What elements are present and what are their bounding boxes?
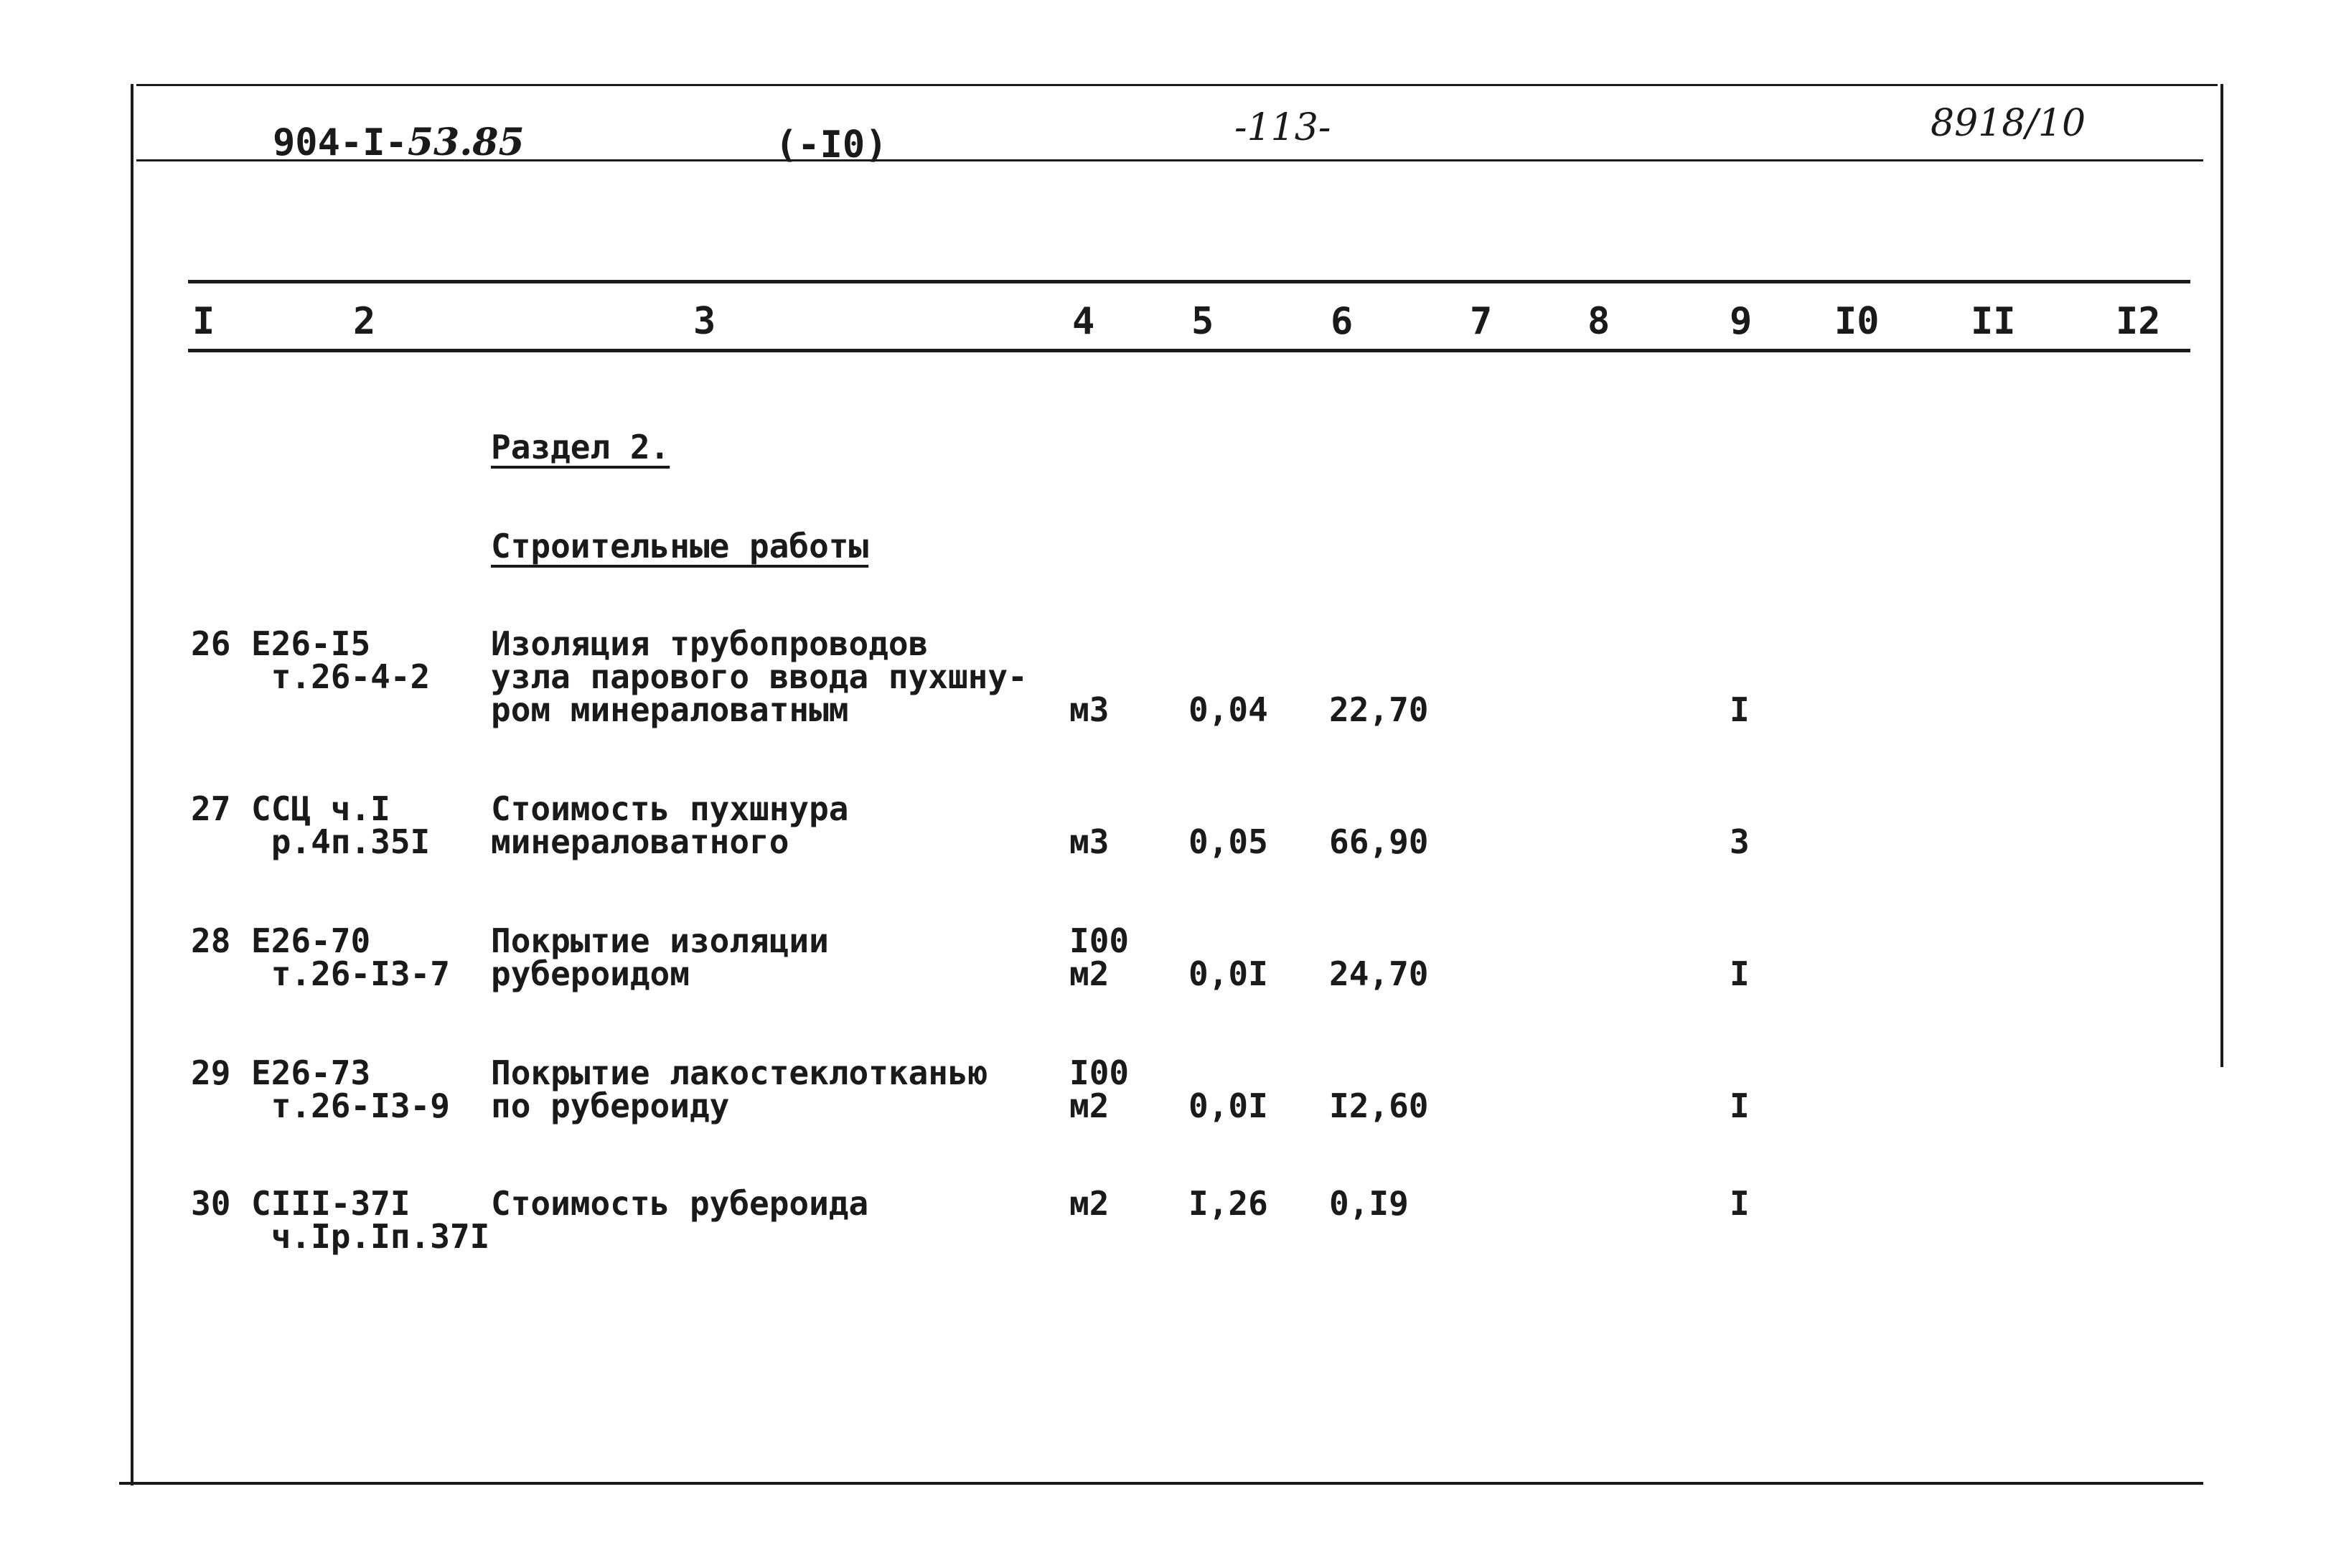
column-number-1: I [192,300,215,343]
row-price: I2,60 [1329,1086,1429,1125]
row-price: 66,90 [1329,822,1429,861]
sheet-number: 8918/10 [1931,102,2086,145]
row-description: Покрытие лакостеклотканью по рубероиду [491,1053,988,1125]
row-quantity: I,26 [1188,1184,1268,1223]
row-unit: м3 [1069,690,1110,729]
row-price: 22,70 [1329,690,1429,729]
column-number-3: 3 [693,300,716,343]
row-code: Е26-70 т.26-I3-7 [251,921,450,993]
frame-right-border [2220,84,2223,1067]
doc-code [273,121,525,164]
row-unit: м3 [1069,822,1110,861]
row-quantity: 0,05 [1188,822,1268,861]
table-top-line [188,280,2190,283]
row-number: 27 [191,789,231,828]
row-unit: I00 м2 [1069,921,1130,993]
column-number-2: 2 [353,300,376,343]
table-header-bottom-line [188,349,2190,352]
column-number-11: II [1971,300,2016,343]
row-code: Е26-I5 т.26-4-2 [251,624,431,696]
row-description: Изоляция трубопроводов узла парового ввода пухшну- ром минераловатным [491,624,1028,729]
doc-paren-number: (-I0) [775,123,888,166]
row-quantity: 0,0I [1188,954,1268,993]
frame-left-border [131,84,133,1485]
row-code: Е26-73 т.26-I3-9 [251,1053,450,1125]
column-number-5: 5 [1191,300,1214,343]
row-col9: I [1730,1086,1750,1125]
frame-top-line [136,84,2218,86]
row-code: СIII-37I ч.Iр.Iп.37I [251,1184,490,1256]
column-number-9: 9 [1730,300,1753,343]
row-code: ССЦ ч.I р.4п.35I [251,789,431,861]
row-number: 30 [191,1184,231,1223]
row-description: Стоимость рубероида [491,1184,869,1223]
row-col9: 3 [1730,822,1750,861]
row-col9: I [1730,1184,1750,1223]
row-number: 29 [191,1053,231,1092]
row-description: Покрытие изоляции рубероидом [491,921,829,993]
row-price: 0,I9 [1329,1184,1409,1223]
doc-code-prefix: 904-I- [273,121,408,164]
doc-code-handwritten: 53.85 [407,121,525,164]
column-number-7: 7 [1470,300,1493,343]
row-quantity: 0,0I [1188,1086,1268,1125]
frame-bottom-line [119,1482,2203,1485]
row-number: 28 [191,921,231,960]
column-number-8: 8 [1587,300,1610,343]
row-col9: I [1730,954,1750,993]
column-number-10: I0 [1834,300,1880,343]
row-number: 26 [191,624,231,663]
row-unit: м2 [1069,1184,1110,1223]
row-price: 24,70 [1329,954,1429,993]
row-quantity: 0,04 [1188,690,1268,729]
row-col9: I [1730,690,1750,729]
section-subtitle: Строительные работы [491,527,869,565]
page-number: -113- [1234,106,1331,149]
row-description: Стоимость пухшнура минераловатного [491,789,849,861]
row-unit: I00 м2 [1069,1053,1130,1125]
column-number-12: I2 [2116,300,2161,343]
column-number-4: 4 [1072,300,1095,343]
column-number-6: 6 [1331,300,1354,343]
section-title: Раздел 2. [491,428,670,466]
